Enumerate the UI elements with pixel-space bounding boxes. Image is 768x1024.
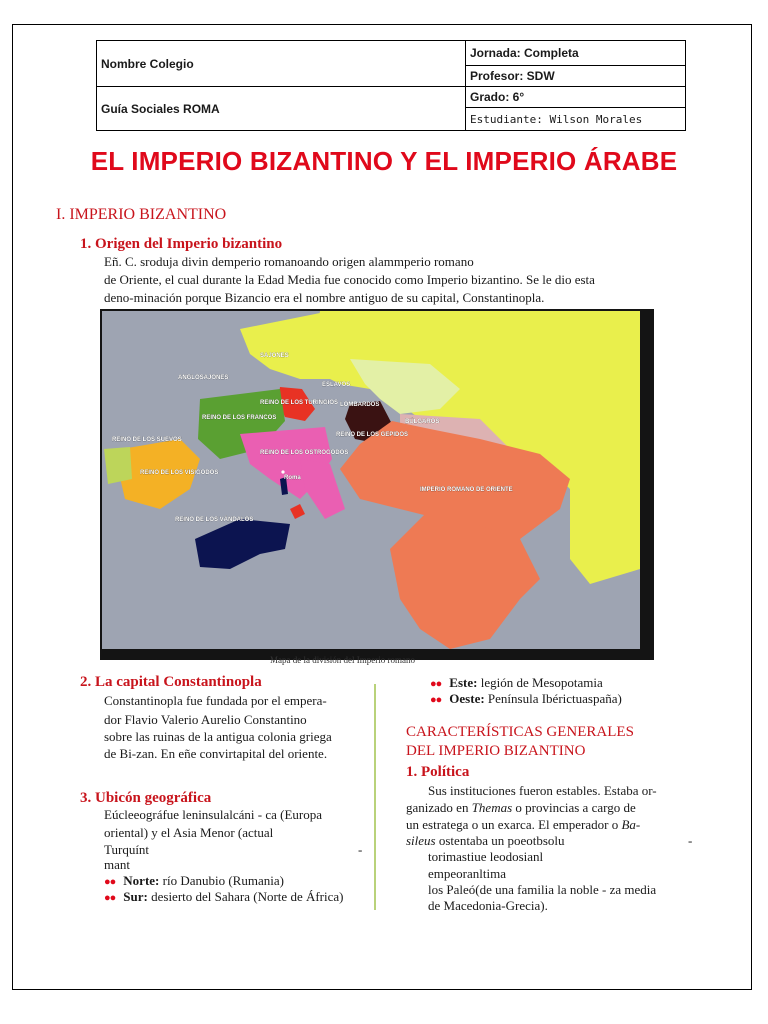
politica-line-2c: o provincias a cargo de — [512, 800, 636, 815]
label-suevos: REINO DE LOS SUEVOS — [112, 437, 182, 443]
politica-line-4b: ostentaba un poeotbsolu — [435, 833, 565, 848]
heading-ubicacion: 3. Ubicón geográfica — [80, 790, 212, 806]
label-francos: REINO DE LOS FRANCOS — [202, 415, 277, 421]
politica-line-7: los Paleó(de una familia la noble - za media — [428, 882, 657, 897]
oeste-text: Península Ibérictuaspaña) — [484, 691, 622, 706]
capital-line-1: Constantinopla fue fundada por el empera- — [104, 693, 327, 708]
sur-label: Sur: — [123, 889, 148, 904]
bullet-dot-icon: ●● — [430, 678, 442, 690]
oeste-label: Oeste: — [449, 691, 485, 706]
capital-line-3: sobre las ruinas de la antigua colonia griega — [104, 729, 332, 744]
este-label: Este: — [449, 675, 478, 690]
origin-line-2: de Oriente, el cual durante la Edad Media fue conocido como Imperio bizantino. Se le dio esta — [104, 272, 595, 287]
heading-caracteristicas-1: CARACTERÍSTICAS GENERALES — [406, 724, 634, 740]
politica-themas: Themas — [471, 800, 513, 815]
norte-label: Norte: — [123, 873, 160, 888]
location-line-4: mant — [104, 857, 130, 872]
grado: Grado: 6° — [466, 87, 686, 108]
politica-basileus-a: Ba- — [621, 817, 641, 832]
capital-line-2: dor Flavio Valerio Aurelio Constantino — [104, 712, 307, 727]
origin-line-3: deno-minación porque Bizancio era el nombre antiguo de su capital, Constantinopla. — [104, 290, 545, 305]
label-turingios: REINO DE LOS TURINGIOS — [260, 400, 339, 406]
page-title: EL IMPERIO BIZANTINO Y EL IMPERIO ÁRABE — [90, 146, 678, 176]
label-vandalos: REINO DE LOS VÁNDALOS — [175, 517, 254, 523]
column-divider — [374, 684, 376, 910]
sur-text: desierto del Sahara (Norte de África) — [147, 889, 344, 904]
bullet-dot-icon: ●● — [104, 892, 116, 904]
school-name: Nombre Colegio — [97, 41, 466, 87]
label-anglosajones: ANGLOSAJONES — [178, 375, 229, 381]
guide-name: Guía Sociales ROMA — [97, 87, 466, 131]
label-visigodos: REINO DE LOS VISIGODOS — [140, 470, 219, 476]
politica-line-6: empeoranltima — [428, 866, 506, 881]
label-roma: Roma — [284, 475, 301, 481]
map-image — [100, 309, 654, 660]
estudiante: Estudiante: Wilson Morales — [466, 108, 686, 131]
label-sajones: SAJONES — [260, 353, 289, 359]
politica-line-5: torimastiue leodosianl — [428, 849, 544, 864]
capital-line-4: de Bi-zan. En eñe convirtapital del oriente. — [104, 746, 328, 761]
politica-line-2a: ganizado en — [406, 800, 472, 815]
label-bulgaros: BÚLGAROS — [405, 419, 440, 425]
location-dash: - — [358, 842, 363, 857]
bullet-dot-icon: ●● — [430, 694, 442, 706]
label-eslavos: ESLAVOS — [322, 382, 351, 388]
politica-line-8: de Macedonia-Grecia). — [428, 898, 548, 913]
politica-line-1: Sus instituciones fueron estables. Estaba or- — [428, 783, 657, 798]
bullet-dot-icon: ●● — [104, 876, 116, 888]
map-suevos — [104, 447, 132, 484]
map-land-east — [570, 479, 640, 584]
bullet-sur — [104, 888, 344, 907]
map-caption: Mapa de la división del Imperio romano — [270, 655, 415, 665]
politica-line-3a: un estratega o un exarca. El emperador o — [406, 817, 622, 832]
label-ostrogodos: REINO DE LOS OSTROGODOS — [260, 450, 349, 456]
heading-capital: 2. La capital Constantinopla — [80, 674, 262, 690]
location-line-2: oriental) y el Asia Menor (actual — [104, 825, 274, 840]
label-gepidos: REINO DE LOS GEPIDOS — [336, 432, 409, 438]
location-line-1: Eúcleeográfue leninsulalcáni - ca (Europa — [104, 807, 322, 822]
heading-origen: 1. Origen del Imperio bizantino — [80, 236, 283, 252]
politica-basileus-b: sileus — [406, 833, 436, 848]
profesor: Profesor: SDW — [466, 66, 686, 87]
heading-politica: 1. Política — [406, 764, 470, 780]
label-lombardos: LOMBARDOS — [340, 402, 380, 408]
section-heading-imperio-bizantino: I. IMPERIO BIZANTINO — [56, 206, 227, 223]
este-text: legión de Mesopotamia — [477, 675, 603, 690]
header-table — [96, 40, 686, 131]
jornada: Jornada: Completa — [466, 41, 686, 66]
label-imperio-oriente: IMPERIO ROMANO DE ORIENTE — [420, 487, 513, 493]
politica-dash: - — [688, 833, 693, 848]
bullet-oeste — [430, 690, 622, 709]
norte-text: río Danubio (Rumania) — [159, 873, 284, 888]
location-line-3: Turquínt — [104, 842, 150, 857]
origin-line-1: Eñ. C. sroduja divin demperio romanoando origen alammperio romano — [104, 254, 474, 269]
map-roma-marker — [281, 470, 284, 473]
heading-caracteristicas-2: DEL IMPERIO BIZANTINO — [406, 743, 586, 759]
